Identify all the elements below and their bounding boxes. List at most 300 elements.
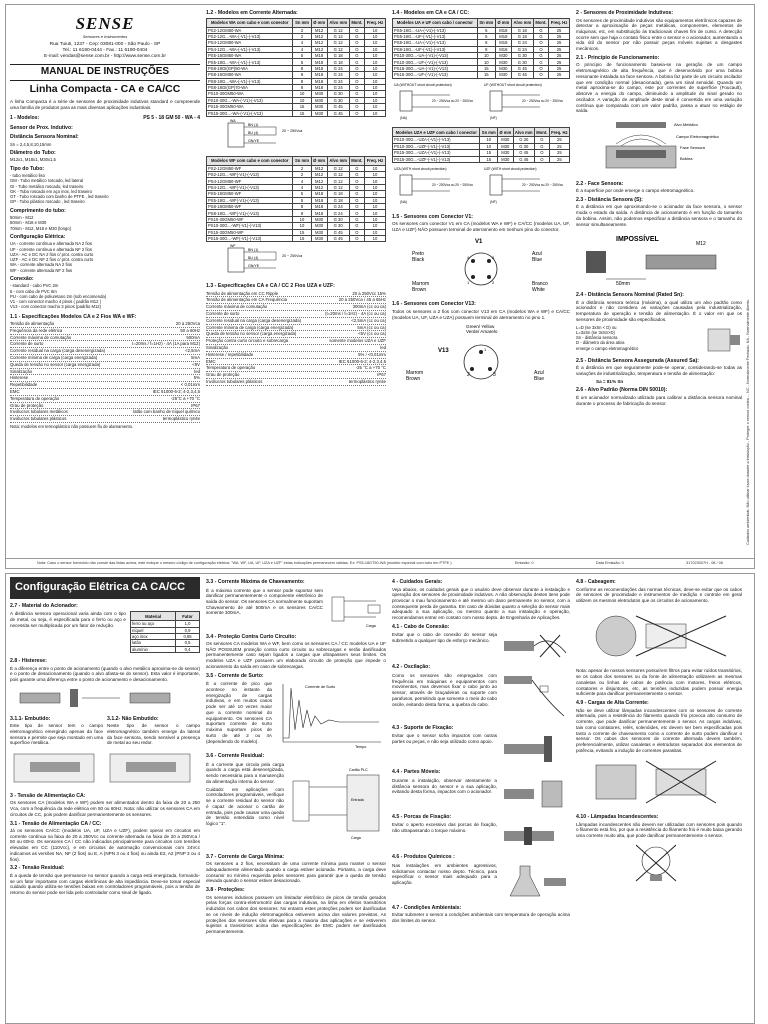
surge-current-chart — [275, 680, 385, 750]
model-group-line: WA - corrente alternada NA 2 fios — [10, 262, 72, 268]
table-cell: 10 — [364, 204, 385, 210]
wire-label-bu: BU (4) — [248, 256, 259, 261]
section-36-title: 3.6 - Corrente Residual: — [206, 753, 265, 760]
spec-label: Invólucros tubulares metálicos — [10, 409, 68, 415]
table-cell: 10 — [365, 33, 386, 39]
table-cell: 2 — [293, 172, 311, 178]
table-cell: 10 — [364, 184, 385, 190]
table-cell: O — [349, 236, 364, 242]
spec-row — [10, 341, 200, 348]
table-cell: M18 — [311, 191, 327, 197]
spec-row — [10, 355, 200, 362]
table-cell: G — [533, 59, 548, 65]
spec-value: IP67 — [191, 402, 200, 408]
section-23-text: É a distância em que aproximando-se o acionador da face sensora, o sensor muda o estado da saída. A distância de acionamento é em função do tamanho da bobina. Assim, não podemos especificar a distância sensora e o tamanho do sensor simultaneamente. — [576, 204, 742, 227]
section-21-text: O princípio de funcionamento baseia-se na geração de um campo eletromagnético de alta frequência, que é desenvolvido por uma bobina ressonante instalada na face sensora. A bobina faz parte de um circuito oscilador que em condição normal (desacionada), gera um sinal senoidal. Quando um metal aproxima-se do campo, este por correntes de superfície (Foucault), absorve a energia do campo, diminuindo a amplitude do sinal gerado no oscilador. A variação de amplitude deste sinal é convertida em uma variação contínua que comparada com um valor padrão, passa a atuar no estágio de saída. — [576, 62, 742, 114]
models-label: 1 - Modelos: — [10, 115, 40, 122]
table-cell: G — [349, 165, 364, 171]
table-cell: 2 — [293, 33, 311, 39]
model-code: PS 5 - 18 GM 50 - WA - 4 — [143, 115, 200, 122]
table-header-cell: Ø mm — [311, 18, 327, 27]
table-cell: PS15-30G...-UA-(-V1)-(-V13) — [393, 65, 478, 71]
table-cell: PS15-30GM50-WA — [207, 104, 293, 110]
table-cell: M30 — [311, 236, 327, 242]
table-cell: M30 — [498, 150, 513, 156]
v1-connector-diagram — [392, 235, 570, 297]
spec-label: Histerese — [10, 375, 29, 381]
section-34-text: Os sensores CA modelos WA e WF, bem como os sensores CA / CC modelos UA e UF NÃO POSSUEM proteção contra curto circuito ou sobrecargas e serão danificados permanentemente caso sejam ligados a cargas que ultrapassem seus limites. Os modelos UZA e UZF possuem um elaborado circuito de proteção que impede o acionamento da saída em caso de sobrecargas. — [206, 641, 386, 669]
table-14-title: 1.4 - Modelos em CA e CA / CC: — [392, 10, 470, 16]
table-cell: M18 — [311, 72, 327, 78]
section-37-title: 3.7 - Corrente de Carga Mínima: — [206, 853, 285, 860]
table-cell: 15 — [293, 104, 311, 110]
uf-supply-label: 20 ~ 250Vca ou 20 ~ 250Vcc — [522, 98, 564, 103]
table-cell: M18 — [495, 46, 511, 52]
table-cell: PS5-18G...-UF-(-V1)-(-V13) — [393, 33, 478, 39]
pin-brown-en: Brown — [412, 286, 427, 293]
table-cell: PS4-12G...-WF(-V1)-(-V13) — [207, 184, 293, 190]
column-electrical — [206, 576, 386, 1021]
table-cell: 15 — [293, 236, 311, 242]
spec-label: Frequência da rede elétrica — [10, 327, 63, 333]
section-26-text: É um acionador normalizado utilizado para calibrar a distância sensora nominal durante o processo de fabricação do sensor. — [576, 394, 742, 406]
section-311-title: 3.1.1- Embutido: — [10, 715, 51, 722]
table-cell: M12 — [311, 46, 327, 52]
section-2-title: 2 - Sensores de Proximidade Indutivos: — [576, 10, 674, 16]
table-cell: O — [349, 178, 364, 184]
uza-uzf-wiring-diagram — [392, 165, 570, 209]
table-cell: 10 — [480, 137, 498, 143]
table-cell: PS2-12G...-WA-(-V1)-(-V13) — [207, 33, 293, 39]
section-48-note: Nota: apesar de nossos sensores possuírem filtros para evitar ruídos transitórios, se os cabos dos sensores ou da fonte de alimentação utilizarem as mesmas canaletas ou linhas de cabos de potência com motores, freios elétricos, contatores e disjuntores, etc, as tensões induzidas podem possuir energia suficiente para danificar permanentemente o sensor. — [576, 668, 742, 697]
table-cell: 5 — [477, 33, 495, 39]
table-cell: G 30 — [513, 137, 534, 143]
table-cell: G 12 — [327, 184, 349, 190]
table-cell: 8 — [293, 85, 311, 91]
table-cell: PS2-12GM50-WA — [207, 27, 293, 33]
pin-blue-pt: Azul — [532, 250, 542, 257]
plc-card-label: Cartão PLC — [349, 767, 368, 772]
table-cell: 2 — [293, 165, 311, 171]
column-ac-models — [206, 7, 386, 555]
ua-diagram-label: UA (WITHOUT short circuit protection) — [394, 82, 452, 87]
table-cell: PS2-12GM50-WF — [207, 165, 293, 171]
svg-text:3: 3 — [493, 372, 496, 379]
table-header-cell: Mont. — [349, 156, 364, 165]
footer-emission-date: Data Emissão: 0 — [595, 561, 624, 566]
sheet-footer — [6, 558, 754, 568]
spec-label: Queda de tensão no sensor (carga energizada) — [10, 361, 101, 367]
plc-card-icon — [347, 775, 379, 831]
table-cell: M30 — [495, 72, 511, 78]
table-cell: G 18 — [511, 27, 533, 33]
table-cell: O — [349, 78, 364, 84]
spec-label: Sinalização — [10, 368, 32, 374]
table-cell: 10 — [364, 191, 385, 197]
table-cell: M12 — [311, 184, 327, 190]
pin-white-pt: Branco — [532, 280, 548, 287]
impossible-label: IMPOSSÍVEL — [616, 236, 659, 244]
table-cell: 4 — [293, 178, 311, 184]
table-cell: 10 — [365, 27, 386, 33]
table-cell: M12 — [311, 178, 327, 184]
model-group-title: Sensor de Prox. Indutivo: — [10, 124, 73, 131]
model-group-line: 6 - com cabo de PVC 6m — [10, 288, 57, 294]
spec-value: 20 a 250Vcc 15% — [352, 290, 386, 296]
table-header-cell: Mont. — [533, 18, 548, 27]
table-cell: G 24 — [327, 204, 349, 210]
table-cell: O — [349, 110, 364, 116]
section-42-title: 4.2 - Oscilação: — [392, 664, 431, 671]
uza-diagram-label: UZA (WITH short circuit protection) — [394, 166, 447, 171]
section-32-title: 3.2 - Tensão Residual: — [10, 865, 65, 872]
section-45-title: 4.5 - Porcas de Fixação: — [392, 813, 452, 820]
time-axis-label: Tempo — [355, 745, 367, 750]
formula-line: D - diâmetro da área ativa — [576, 340, 625, 346]
spec-value: 20 a 250Vca — [175, 321, 200, 327]
table-header-cell: Sn mm — [480, 128, 498, 137]
model-group-line: 50mm - M18 e M30 — [10, 220, 47, 226]
pin-brown-pt: Marrom — [406, 370, 424, 377]
spec-value: led — [194, 368, 200, 374]
model-group-title: Distância Sensora Nominal: — [10, 134, 79, 141]
model-group-line: PU - com cabo de poliuretano 2m (sob encomenda) — [10, 293, 107, 299]
table-cell: 25 — [549, 72, 570, 78]
table-cell: PS10-30G...-UF-(-V1)-(-V13) — [393, 59, 478, 65]
section-47-text: Evitar submeter o sensor a condições ambientais com temperatura de operação acima dos limites do sensor. — [392, 912, 570, 924]
table-cell: 25 — [549, 53, 570, 59]
ua-uf-wiring-diagram — [392, 81, 570, 125]
table-cell: G 24 — [327, 65, 349, 71]
section-31-title: 3.1 - Tensão de Alimentação CA / CC: — [10, 820, 102, 827]
spec-row — [10, 416, 200, 423]
table-cell: 10 — [365, 78, 386, 84]
spec-value: <5V (cc ou ca) — [358, 331, 386, 337]
v13-label: V13 — [438, 348, 449, 355]
table-cell: aço inox — [131, 634, 176, 640]
section-22-title: 2.2 - Face Sensora: — [576, 180, 624, 187]
table-header-cell: Material — [131, 612, 176, 621]
table-12-title: 1.2 - Modelos em Corrente Alternada: — [206, 10, 298, 16]
table-cell: G 24 — [327, 210, 349, 216]
section-37-text: Os sensores a 2 fios, necessitam de uma corrente mínima para manter o sensor adequadamente alimentado quando a carga estiver acionada. Portanto, a carga deve consumir no mínimo requerida pelos sensores para garantir que a queda de tensão elevada quando o sensor estiver desacionado. — [206, 861, 386, 884]
table-header-cell: Alvo mm — [511, 18, 533, 27]
spec-label: Sinalização — [206, 345, 228, 350]
table-cell: O — [533, 46, 548, 52]
model-group-line: GK - Tubo roscado em aço inox, led traseiro — [10, 188, 92, 194]
table-cell: G 45 — [513, 156, 534, 162]
table-cell: 10 — [365, 59, 386, 65]
table-cell: M18 — [311, 65, 327, 71]
standard-target-icon — [704, 325, 742, 355]
cable-routing-diagram — [576, 606, 742, 666]
table-cell: G 30 — [511, 53, 533, 59]
table-cell: M30 — [311, 229, 327, 235]
table-cell: PS10-30G...-WA-(-V1)-(-V13) — [207, 97, 293, 103]
instruction-sheet-back — [5, 573, 755, 1024]
section-49-title: 4.9 - Cargas de Alta Corrente: — [576, 700, 649, 707]
table-cell: 5 — [477, 27, 495, 33]
model-group-line: M12x1, M18x1, M30x1,5 — [10, 157, 56, 163]
table-cell: G 30 — [327, 223, 349, 229]
spec-value: 50 a 60Hz — [180, 327, 200, 333]
section-311-text: Este tipo de sensor tem o campo eletromagnético emergindo apenas da face sensora e permite que seja montado em uma superfície metálica. — [10, 723, 103, 746]
spec-label: Corrente de surto — [206, 311, 240, 317]
model-group-line: GP - Tubo plástico roscado , led traseiro — [10, 199, 85, 205]
table-cell: 10 — [293, 91, 311, 97]
product-title: Linha Compacta - CA e CA/CC — [29, 82, 181, 95]
section-2-text: Os sensores de proximidade indutivos são equipamentos eletrônicos capazes de detectar a aproximação de peças metálicas, componentes, elementos de máquinas, etc, em substituição às tradicionais chaves fim de curso. A detecção ocorre sem que haja o contato físico entre o sensor e o acionador, aumentando a vida útil do sensor por não possuir peças móveis sujeitas a desgastes mecânicos. — [576, 17, 742, 52]
table-cell: O — [349, 210, 364, 216]
table-cell: 10 — [364, 172, 385, 178]
table-cell: O — [349, 72, 364, 78]
table-cell: 25 — [549, 46, 570, 52]
table-header-row — [393, 18, 570, 27]
section-36-text: É a corrente que circula pela carga quando a carga está desenergizada, sendo necessária para a manutenção da alimentação interna do sensor. — [206, 761, 284, 784]
table-cell: 10 — [365, 91, 386, 97]
standard-target-block — [576, 325, 742, 355]
table-cell: G 45 — [327, 104, 349, 110]
wire-label-bu: BU (4) — [248, 130, 259, 135]
table-cell: 25 — [549, 143, 569, 149]
mounting-bracket-icon — [500, 732, 570, 766]
spec-row — [10, 375, 200, 382]
table-cell: M18 — [495, 33, 511, 39]
table-cell: G 30 — [327, 216, 349, 222]
table-cell: G — [349, 97, 364, 103]
spec-row — [10, 396, 200, 403]
spec-value: termoplástico rynite — [348, 378, 386, 384]
spec-label: Corrente residual na carga (carga desenergizada) — [206, 317, 302, 323]
wiring-type-label: WA — [230, 118, 236, 123]
table-cell: G — [535, 137, 550, 143]
table-cell: M18 — [311, 204, 327, 210]
table-cell: M30 — [498, 143, 513, 149]
table-cell: O — [349, 40, 364, 46]
table-header-row — [393, 128, 570, 137]
table-cell: PS10-30G...-WF(-V1)-(-V13) — [207, 223, 293, 229]
address-line-2: Tel.: 11 6190-0444 - Fax.: 11 6190-0404 — [62, 48, 148, 54]
spec-value: < 0,01mm — [180, 382, 200, 388]
spec-value: 5mA — [191, 355, 200, 361]
mounting-diagram — [10, 748, 200, 788]
table-cell: PS8-18GM50-WF — [207, 204, 293, 210]
table-cell: 10 — [365, 97, 386, 103]
model-group-line: GT - Tubo roscado com banho de PTFE , led traseiro — [10, 194, 109, 200]
table-cell: 10 — [293, 97, 311, 103]
table-cell: M18 — [311, 59, 327, 65]
spec-value: IEC 61000-6-2; 4-2,3,4,5 — [152, 389, 200, 395]
section-32-text: É a queda de tensão que permanece no sensor quando a carga está energizada, formando-se um fator importante com cargas eletrônicas de alta impedância. Deve-se tomar especial cuidado quando utiliza-se tensões baixas em controladores programáveis, pois a tensão de retorno do sensor pode ser lida pelo controlador como sinal de ligado. — [10, 872, 200, 896]
section-25-text: É a distância em que seguramente pode-se operar, considerando-se todas as variações de industrialização, temperatura e tensão de alimentação: — [576, 365, 742, 376]
table-cell: M30 — [498, 137, 513, 143]
table-cell: 8 — [293, 204, 311, 210]
spec-row — [206, 379, 386, 386]
spec-13-list — [206, 291, 386, 386]
distance-label: 50mm — [616, 281, 630, 288]
spec-label: Grau de proteção — [206, 372, 240, 378]
section-21-title: 2.1 - Princípio de Funcionamento: — [576, 54, 660, 61]
spec-label: Tensão de alimentação em CA Frequência — [206, 297, 287, 303]
column-installation — [576, 576, 742, 1021]
incandescent-lamp-icon — [576, 841, 742, 885]
table-cell: 25 — [549, 137, 569, 143]
model-group-title: Diâmetro do Tubo: — [10, 149, 56, 156]
model-group-title: Conexão: — [10, 275, 34, 282]
wire-label-bn: BN (1) — [248, 122, 259, 127]
table-cell: 25 — [549, 65, 570, 71]
high-current-load-diagram — [576, 755, 742, 809]
section-38-text: Os sensores indutivos possuem um limitador eletrônico de picos de tensão gerados pelas forças contra-eletromotriz das cargas indutivas, na linha em efeitos transitórios induzidos nos cabos dos sensores. No entanto estes proteções podem ser danificadas se os níveis de indução eletromagnética estiverem acima dos valores previstos. As proteções dos sensores são efetivas para a maioria das aplicações e se estiverem sujeitos a transitórios acima das especificações de EMC podem ser danificados permanentemente. — [206, 894, 386, 935]
spec-row — [206, 359, 386, 366]
m12-label: M12 — [696, 241, 706, 248]
table-cell: 8 — [293, 65, 311, 71]
table-cell: 0,85 — [176, 634, 200, 640]
svg-text:1: 1 — [467, 279, 470, 285]
table-cell: G 18 — [511, 33, 533, 39]
section-46-text: Nas instalações em ambientes agressivos, solicitamos contactar nosso depto. Técnico, para especificar o sensor mais adequado para a aplicação. — [392, 862, 497, 886]
spec-value: 5% / <0,01mm — [358, 351, 386, 357]
section-33-title: 3.3 - Corrente Máxima de Chaveamento: — [206, 579, 305, 585]
model-group-line: UF - corrente contínua e alternada NF 2 fios — [10, 246, 92, 252]
table-cell: G 18 — [327, 59, 349, 65]
column-general-care — [392, 576, 570, 1021]
section-410-title: 4.10 - Lâmpadas Incandescentes: — [576, 814, 659, 821]
spec-row — [10, 321, 200, 328]
table-cell: M18 — [495, 40, 511, 46]
section-23-title: 2.3 - Distância Sensora (S): — [576, 196, 643, 203]
section-27-title: 2.7 - Material do Acionador: — [10, 602, 78, 609]
section-16-title: 1.6 - Sensores com Conector V13: — [392, 301, 476, 308]
section-34-title: 3.4 - Proteção Contra Curto Circuito: — [206, 633, 297, 640]
table-cell: 10 — [480, 143, 498, 149]
table-cell: 10 — [365, 65, 386, 71]
table-header-cell: Modelos UZA e UZF com cabo / conector — [393, 128, 480, 137]
section-31-text: Já os sensores CA/CC (modelos UA, UF, UZA e UZF), podem operar em circuitos em corrente contínua na faixa de 20 a 250Vcc ou corrente alternada na faixa de 20 a 250Vca / 50 ou 60Hz. Os sensores CA / CC não indicados principalmente para circuitos com tensões elevadas em CC (110Vcc), e em circuitos de automação convencionais com 24Vcc indicamos as versões NA, NF (2 fios) ou E, A (NPN 3 ou 4 fios) ou ainda E2, A2 (PNP 3 ou 4 fios). — [10, 828, 200, 862]
section-16-text: Todos os sensores a 2 fios com conector V13 em CA (modelos WA e WF) e CA/CC (modelos UA, UF, UZA e UZA) possuem terminal de aterramento no pino 1. — [392, 308, 570, 320]
material-factor-table — [130, 611, 200, 653]
column-intro — [10, 7, 200, 555]
table-cell: G — [349, 223, 364, 229]
spec-label: Corrente máxima de comutação — [10, 334, 72, 340]
table-cell: 15 — [480, 150, 498, 156]
table-cell: O — [349, 85, 364, 91]
uzf-contact-label: (NF) — [490, 199, 497, 204]
table-cell: 10 — [293, 216, 311, 222]
table-cell: G 45 — [511, 65, 533, 71]
table-cell: PS4-12GM50-WA — [207, 40, 293, 46]
table-row — [207, 236, 386, 242]
table-header-row — [207, 156, 386, 165]
table-cell: PS10-30G...-UZA-(-V1)-(-V13) — [393, 137, 480, 143]
table-cell: G — [349, 197, 364, 203]
section-15-title: 1.5 - Sensores com Conector V1: — [392, 213, 474, 220]
table-cell: 15 — [293, 229, 311, 235]
section-33-text: É a máxima corrente que o sensor pode suportar sem danificar permanentemente o componente eletrônico de saída do sensor. Os sensores CA normalmente suportam Chaveamento de até 500mA e os sensores CA/CC somente 300mA. — [206, 587, 323, 616]
model-group-line: GI - Tubo metálico roscado, led traseiro — [10, 183, 84, 189]
table-cell: G — [533, 27, 548, 33]
table-cell: 8 — [477, 46, 495, 52]
section-24-text: É a distância sensora teórica (máxima), a qual utiliza um alvo padrão como acionador e não considera as variações causadas pela industrialização, temperatura de operação e tensão de alimentação. É o valor em que os sensores de proximidade são especificados. — [576, 299, 742, 322]
spec-11-title: 1.1 - Especificações Modelos CA e 2 Fios WA e WF: — [10, 313, 137, 320]
spec-row — [206, 297, 386, 304]
formula-line: L=D (se 3xSn < D) ou — [576, 324, 617, 330]
table-cell: PS5-18G...-WF(-V1)-(-V13) — [207, 197, 293, 203]
table-cell: 5 — [293, 191, 311, 197]
table-cell: 2 — [293, 27, 311, 33]
table-row — [393, 72, 570, 78]
model-group-title: Tipo do Tubo: — [10, 165, 45, 172]
spec-row — [10, 348, 200, 355]
spec-value: <2,5mA (cc ou ca) — [351, 317, 386, 323]
motor-icon — [596, 616, 636, 656]
spec-row — [10, 362, 200, 369]
table-cell: PS8-18GM50-WA — [207, 72, 293, 78]
wire-label-gnye: GN/YE — [248, 138, 260, 143]
section-25-title: 2.5 - Distância Sensora Assegurada (Assured Sa): — [576, 357, 699, 364]
spec-value: 5% — [193, 375, 200, 381]
table-cell: PS15-30G...-UZF-(-V1)-(-V13) — [393, 156, 480, 162]
table-header-cell: Sn mm — [477, 18, 495, 27]
table-cell: M12 — [311, 40, 327, 46]
table-cell: PS10-30G...-UA-(-V1)-(-V13) — [393, 53, 478, 59]
spec-value: 20 a 250Vca / 45 a 65Hz — [338, 297, 386, 303]
table-cell: 1,0 — [176, 621, 200, 627]
table-cell: 25 — [549, 150, 569, 156]
section-43-text: Evitar que o sensor sofra impactos com outras partes ou peças, e não seja utilizado como apoio. — [392, 733, 497, 745]
spec-value: led — [380, 345, 386, 350]
section-48-text: Conforme as recomendações das normas técnicas, deve-se evitar que os cabos de sensores de proximidade e instrumentos de medição e controle em geral utilizem os mesmos eletrodutos que os circuitos de acionamento. — [576, 586, 742, 603]
table-cell: 8 — [293, 210, 311, 216]
spec-row — [206, 331, 386, 338]
table-cell: 10 — [477, 59, 495, 65]
spec-row — [10, 335, 200, 342]
spec-row — [206, 338, 386, 345]
table-header-row — [131, 612, 200, 621]
table-cell: G 18 — [327, 191, 349, 197]
section-22-text: É a superfície por onde emerge o campo eletromagnético. — [576, 188, 695, 194]
pin-blue-en: Blue — [532, 256, 543, 263]
intro-text: A linha Compacta é a série de sensores de proximidade indutivos standard e compreende uma família de produtos para as mais diversas aplicações industriais. — [10, 98, 200, 110]
table-cell: G 12 — [327, 178, 349, 184]
moving-parts-icon — [500, 777, 570, 811]
table-cell: G 24 — [327, 85, 349, 91]
table-cell: PS8-18GI(GP)50-WA — [207, 65, 293, 71]
supply-voltage-label: 20 ~ 250Vca — [282, 128, 303, 133]
table-cell: M30 — [495, 53, 511, 59]
table-cell: 15 — [477, 72, 495, 78]
table-header-cell: Sn mm — [293, 18, 311, 27]
spec-13-title: 1.3 - Especificações CA e CA / CC 2 Fios UZA e UZF: — [206, 283, 335, 290]
table-cell: PS15-30G...-WA-(-V1)-(-V13) — [207, 110, 293, 116]
table-cell: M18 — [311, 85, 327, 91]
table-cell: O — [349, 184, 364, 190]
spec-value: IP67 — [377, 372, 386, 378]
svg-text:4: 4 — [467, 254, 470, 260]
wa-wiring-diagram — [206, 119, 386, 153]
table-cell: M30 — [498, 156, 513, 162]
table-cell: PS10-30GM50-WF — [207, 216, 293, 222]
sensor-symbol — [228, 123, 244, 147]
table-cell: O — [349, 204, 364, 210]
table-cell: PS8-18G...-WF(-V1)-(-V13) — [207, 210, 293, 216]
pin-brown-en: Brown — [406, 376, 421, 383]
table-cell: 25 — [549, 156, 569, 162]
table-cell: PS15-30G...-UF-(-V1)-(-V13) — [393, 72, 478, 78]
spec-11-list — [10, 321, 200, 423]
table-cell: M18 — [311, 78, 327, 84]
plc-load-label: Carga — [351, 835, 361, 840]
